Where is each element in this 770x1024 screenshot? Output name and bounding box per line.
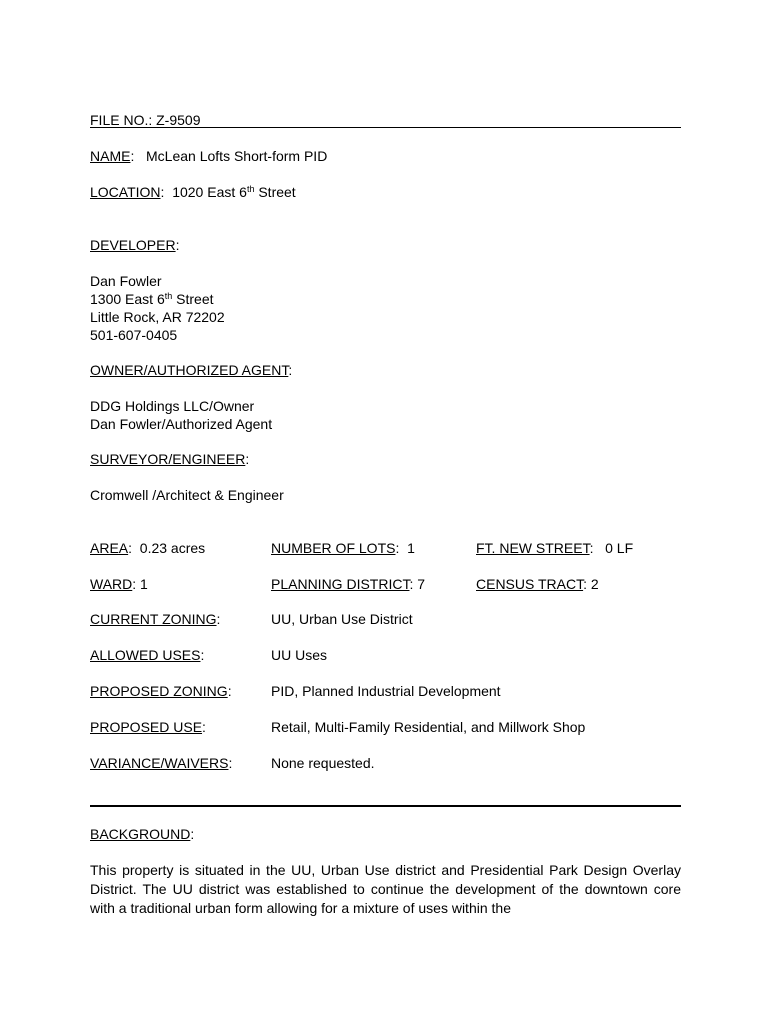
census-tract-value: 2 [590, 576, 599, 592]
section-divider [90, 805, 681, 807]
surveyor-label: SURVEYOR/ENGINEER [90, 451, 246, 467]
ward-field: WARD: 1 [90, 576, 148, 592]
variance-waivers-label: VARIANCE/WAIVERS: [90, 755, 233, 771]
file-number-underline [90, 127, 681, 128]
owner-line-2: Dan Fowler/Authorized Agent [90, 416, 273, 432]
proposed-use-label: PROPOSED USE: [90, 719, 206, 735]
area-value: 0.23 acres [139, 540, 206, 556]
proposed-zoning-value: PID, Planned Industrial Development [271, 683, 501, 699]
name-value: McLean Lofts Short-form PID [146, 148, 328, 164]
file-number-label: FILE NO.: [90, 112, 153, 128]
census-tract-field: CENSUS TRACT: 2 [476, 576, 599, 592]
allowed-uses-value: UU Uses [271, 647, 328, 663]
new-street-field: FT. NEW STREET: 0 LF [476, 540, 634, 556]
location-value: 1020 East 6th Street [172, 184, 296, 200]
owner-line-1: DDG Holdings LLC/Owner [90, 398, 255, 414]
location-label: LOCATION [90, 184, 161, 200]
planning-district-value: 7 [417, 576, 426, 592]
developer-heading: DEVELOPER: [90, 237, 180, 253]
new-street-label: FT. NEW STREET [476, 540, 590, 556]
lots-value: 1 [407, 540, 415, 556]
planning-district-label: PLANNING DISTRICT [271, 576, 410, 592]
proposed-use-value: Retail, Multi-Family Residential, and Millwork Shop [271, 719, 586, 735]
ward-label: WARD [90, 576, 133, 592]
developer-phone: 501-607-0405 [90, 327, 178, 343]
file-number-value: Z-9509 [156, 112, 201, 128]
current-zoning-label: CURRENT ZONING: [90, 611, 221, 627]
developer-city: Little Rock, AR 72202 [90, 309, 225, 325]
planning-district-field: PLANNING DISTRICT: 7 [271, 576, 426, 592]
name-label: NAME [90, 148, 131, 164]
owner-heading: OWNER/AUTHORIZED AGENT: [90, 362, 293, 378]
area-label: AREA [90, 540, 129, 556]
owner-label: OWNER/AUTHORIZED AGENT [90, 362, 289, 378]
lots-field: NUMBER OF LOTS: 1 [271, 540, 415, 556]
developer-address: 1300 East 6th Street [90, 291, 214, 307]
allowed-uses-label: ALLOWED USES: [90, 647, 205, 663]
proposed-zoning-label: PROPOSED ZONING: [90, 683, 232, 699]
surveyor-heading: SURVEYOR/ENGINEER: [90, 451, 250, 467]
lots-label: NUMBER OF LOTS [271, 540, 396, 556]
area-field: AREA: 0.23 acres [90, 540, 206, 556]
census-tract-label: CENSUS TRACT [476, 576, 584, 592]
location-line: LOCATION: 1020 East 6th Street [90, 184, 296, 200]
new-street-value: 0 LF [605, 540, 634, 556]
variance-waivers-value: None requested. [271, 755, 375, 771]
background-heading: BACKGROUND: [90, 826, 195, 842]
name-line: NAME: McLean Lofts Short-form PID [90, 148, 328, 164]
surveyor-value: Cromwell /Architect & Engineer [90, 487, 284, 503]
background-paragraph: This property is situated in the UU, Urban Use district and Presidential Park Design Overlay District. The UU district was established to continue the development of the downtown core with a traditional urban form allowing for a mixture of uses within the [90, 862, 681, 916]
background-label: BACKGROUND [90, 826, 191, 842]
current-zoning-value: UU, Urban Use District [271, 611, 413, 627]
developer-label: DEVELOPER [90, 237, 176, 253]
ward-value: 1 [140, 576, 148, 592]
developer-name: Dan Fowler [90, 273, 162, 289]
